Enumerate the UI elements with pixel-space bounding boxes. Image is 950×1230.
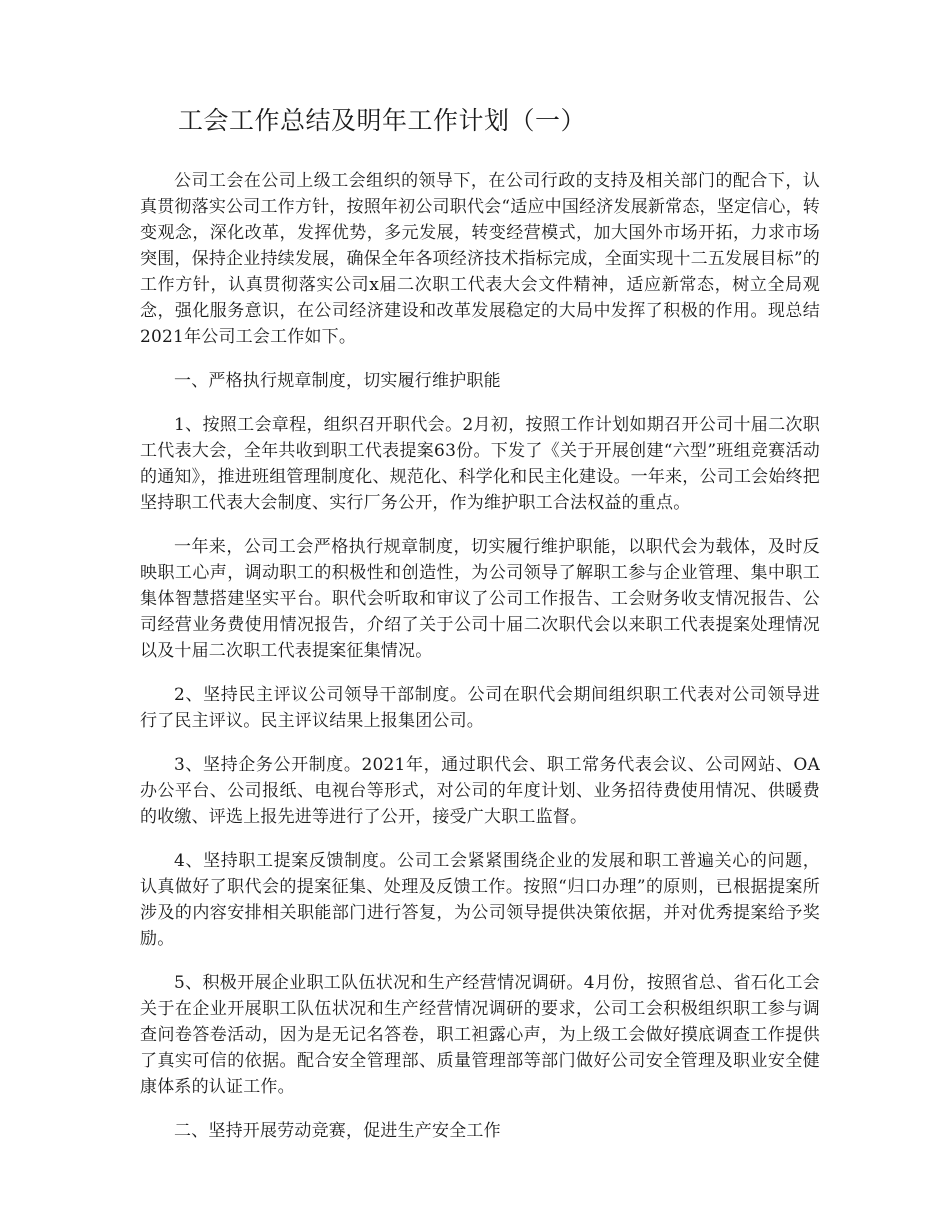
- paragraph-item-2: 2、坚持民主评议公司领导干部制度。公司在职代会期间组织职工代表对公司领导进行了民主评议。民主评议结果上报集团公司。: [140, 685, 820, 731]
- intro-paragraph: 公司工会在公司上级工会组织的领导下，在公司行政的支持及相关部门的配合下，认真贯彻落实公司工作方针，按照年初公司职代会“适应中国经济发展新常态，坚定信心，转变观念，深化改革，发挥优势，多元发展，转变经营模式，加大国外市场开拓，力求市场突围，保持企业持续发展，确保全年各项经济技术指标完成，全面实现十二五发展目标”的工作方针，认真贯彻落实公司x届二次职工代表大会文件精神，适应新常态，树立全局观念，强化服务意识，在公司经济建设和改革发展稳定的大局中发挥了积极的作用。现总结2021年公司工会工作如下。: [140, 171, 820, 347]
- paragraph-item-5: 5、积极开展企业职工队伍状况和生产经营情况调研。4月份，按照省总、省石化工会关于在企业开展职工队伍状况和生产经营情况调研的要求，公司工会积极组织职工参与调查问卷答卷活动，因为是无记名答卷，职工袒露心声，为上级工会做好摸底调查工作提供了真实可信的依据。配合安全管理部、质量管理部等部门做好公司安全管理及职业安全健康体系的认证工作。: [140, 973, 820, 1097]
- paragraph-summary: 一年来，公司工会严格执行规章制度，切实履行维护职能，以职代会为载体，及时反映职工心声，调动职工的积极性和创造性，为公司领导了解职工参与企业管理、集中职工集体智慧搭建坚实平台。职代会听取和审议了公司工作报告、工会财务收支情况报告、公司经营业务费使用情况报告，介绍了关于公司十届二次职代会以来职工代表提案处理情况以及十届二次职工代表提案征集情况。: [140, 537, 820, 661]
- section-heading-2: 二、坚持开展劳动竞赛，促进生产安全工作: [174, 1121, 501, 1141]
- paragraph-item-4: 4、坚持职工提案反馈制度。公司工会紧紧围绕企业的发展和职工普遍关心的问题，认真做好了职代会的提案征集、处理及反馈工作。按照“归口办理”的原则，已根据提案所涉及的内容安排相关职能部门进行答复，为公司领导提供决策依据，并对优秀提案给予奖励。: [140, 851, 820, 949]
- paragraph-item-1: 1、按照工会章程，组织召开职代会。2月初，按照工作计划如期召开公司十届二次职工代表大会，全年共收到职工代表提案63份。下发了《关于开展创建“六型”班组竞赛活动的通知》，推进班组管理制度化、规范化、科学化和民主化建设。一年来，公司工会始终把坚持职工代表大会制度、实行厂务公开，作为维护职工合法权益的重点。: [140, 415, 820, 513]
- document-title: 工会工作总结及明年工作计划（一）: [178, 106, 587, 135]
- paragraph-item-3: 3、坚持企务公开制度。2021年，通过职代会、职工常务代表会议、公司网站、OA办公平台、公司报纸、电视台等形式，对公司的年度计划、业务招待费使用情况、供暖费的收缴、评选上报先进等进行了公开，接受广大职工监督。: [140, 755, 820, 827]
- document-body: [140, 168, 820, 1162]
- section-heading-1: 一、严格执行规章制度，切实履行维护职能: [174, 371, 501, 391]
